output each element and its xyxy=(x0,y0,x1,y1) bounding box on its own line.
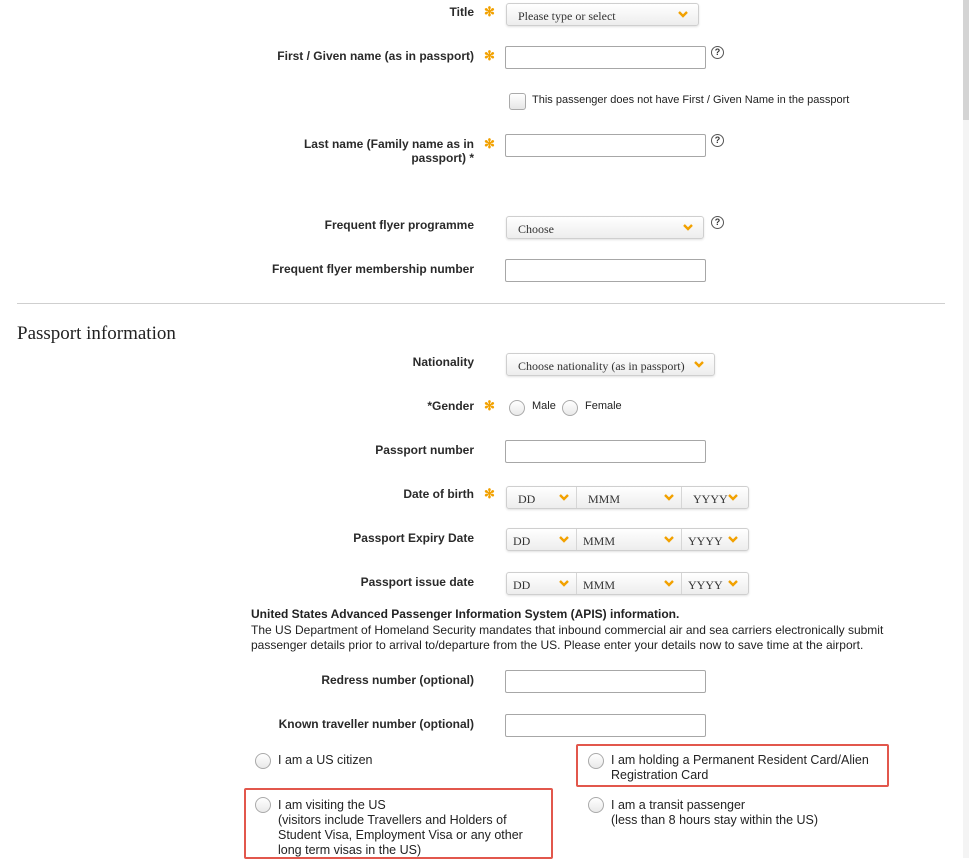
last-name-label-line2: passport) * xyxy=(411,151,474,165)
nationality-select[interactable] xyxy=(506,353,715,376)
ff-programme-select[interactable] xyxy=(506,216,704,239)
gender-male-label: Male xyxy=(532,400,556,412)
nationality-value: Choose nationality (as in passport) xyxy=(518,359,685,373)
first-name-input[interactable] xyxy=(505,46,706,69)
redress-input[interactable] xyxy=(505,670,706,693)
issue-year-select[interactable] xyxy=(682,573,748,594)
chevron-down-icon xyxy=(678,9,688,19)
required-icon: ✻ xyxy=(484,486,495,501)
gender-male-radio[interactable] xyxy=(509,400,525,416)
chevron-down-icon xyxy=(664,578,674,588)
permanent-resident-label-line2: Registration Card xyxy=(611,768,709,782)
required-icon: ✻ xyxy=(484,48,495,63)
transit-passenger-label-line2: (less than 8 hours stay within the US) xyxy=(611,813,819,827)
dob-month-value: MMM xyxy=(588,492,621,506)
dob-month-select[interactable] xyxy=(577,487,682,508)
dob-select-group xyxy=(506,486,749,509)
visiting-us-label-line2: (visitors include Travellers and Holders of xyxy=(278,813,507,827)
dob-year-select[interactable] xyxy=(682,487,748,508)
expiry-day-value: DD xyxy=(513,534,531,548)
us-citizen-label: I am a US citizen xyxy=(278,753,373,767)
gender-label: *Gender xyxy=(427,399,474,413)
known-traveller-label: Known traveller number (optional) xyxy=(278,717,474,731)
section-divider xyxy=(17,303,945,304)
scrollbar-thumb[interactable] xyxy=(963,0,969,120)
issue-day-value: DD xyxy=(513,578,531,592)
expiry-month-select[interactable] xyxy=(577,529,682,550)
dob-day-select[interactable] xyxy=(507,487,577,508)
required-icon: ✻ xyxy=(484,398,495,413)
title-select[interactable] xyxy=(506,3,699,26)
help-icon[interactable]: ? xyxy=(711,134,724,147)
chevron-down-icon xyxy=(694,359,704,369)
permanent-resident-label-line1: I am holding a Permanent Resident Card/Alien xyxy=(611,753,869,767)
expiry-date-label: Passport Expiry Date xyxy=(353,531,474,545)
issue-select-group xyxy=(506,572,749,595)
chevron-down-icon xyxy=(728,534,738,544)
dob-day-value: DD xyxy=(518,492,536,506)
nationality-label: Nationality xyxy=(412,355,474,369)
redress-label: Redress number (optional) xyxy=(321,673,474,687)
issue-year-value: YYYY xyxy=(688,578,723,592)
issue-month-select[interactable] xyxy=(577,573,682,594)
apis-title: United States Advanced Passenger Information System (APIS) information. xyxy=(251,607,680,621)
no-first-name-label: This passenger does not have First / Given Name in the passport xyxy=(532,94,850,106)
title-select-value: Please type or select xyxy=(518,9,616,23)
visiting-us-radio[interactable] xyxy=(255,797,271,813)
dob-year-value: YYYY xyxy=(693,492,728,506)
expiry-month-value: MMM xyxy=(583,534,616,548)
first-name-label: First / Given name (as in passport) xyxy=(277,49,474,63)
gender-female-label: Female xyxy=(585,400,622,412)
chevron-down-icon xyxy=(728,578,738,588)
dob-label: Date of birth xyxy=(403,487,474,501)
title-label: Title xyxy=(449,5,474,19)
last-name-input[interactable] xyxy=(505,134,706,157)
us-citizen-radio[interactable] xyxy=(255,753,271,769)
chevron-down-icon xyxy=(559,578,569,588)
page-scrollbar[interactable] xyxy=(963,0,969,858)
visiting-us-label-line1: I am visiting the US xyxy=(278,798,386,812)
expiry-year-select[interactable] xyxy=(682,529,748,550)
known-traveller-input[interactable] xyxy=(505,714,706,737)
expiry-year-value: YYYY xyxy=(688,534,723,548)
help-icon[interactable]: ? xyxy=(711,46,724,59)
chevron-down-icon xyxy=(728,492,738,502)
passport-number-label: Passport number xyxy=(375,443,474,457)
chevron-down-icon xyxy=(664,492,674,502)
passport-section-title: Passport information xyxy=(17,323,176,344)
chevron-down-icon xyxy=(559,534,569,544)
ff-number-input[interactable] xyxy=(505,259,706,282)
last-name-label-line1: Last name (Family name as in xyxy=(303,137,474,151)
issue-date-label: Passport issue date xyxy=(360,575,474,589)
passport-number-input[interactable] xyxy=(505,440,706,463)
transit-passenger-label-line1: I am a transit passenger xyxy=(611,798,746,812)
visiting-us-label-line3: Student Visa, Employment Visa or any other xyxy=(278,828,523,842)
ff-number-label: Frequent flyer membership number xyxy=(271,262,474,276)
help-icon[interactable]: ? xyxy=(711,216,724,229)
expiry-select-group xyxy=(506,528,749,551)
transit-passenger-radio[interactable] xyxy=(588,797,604,813)
issue-day-select[interactable] xyxy=(507,573,577,594)
permanent-resident-radio[interactable] xyxy=(588,753,604,769)
apis-description: The US Department of Homeland Security mandates that inbound commercial air and sea carriers electronically submit passenger details prior to arrival to/departure from the US. Please enter your details now to save time at the airport. xyxy=(251,623,884,652)
expiry-day-select[interactable] xyxy=(507,529,577,550)
chevron-down-icon xyxy=(683,222,693,232)
chevron-down-icon xyxy=(559,492,569,502)
visiting-us-label-line4: long term visas in the US) xyxy=(278,843,422,857)
chevron-down-icon xyxy=(664,534,674,544)
gender-female-radio[interactable] xyxy=(562,400,578,416)
required-icon: ✻ xyxy=(484,136,495,151)
required-icon: ✻ xyxy=(484,4,495,19)
no-first-name-checkbox[interactable] xyxy=(509,93,526,110)
issue-month-value: MMM xyxy=(583,578,616,592)
ff-programme-value: Choose xyxy=(518,222,554,236)
ff-programme-label: Frequent flyer programme xyxy=(324,218,474,232)
